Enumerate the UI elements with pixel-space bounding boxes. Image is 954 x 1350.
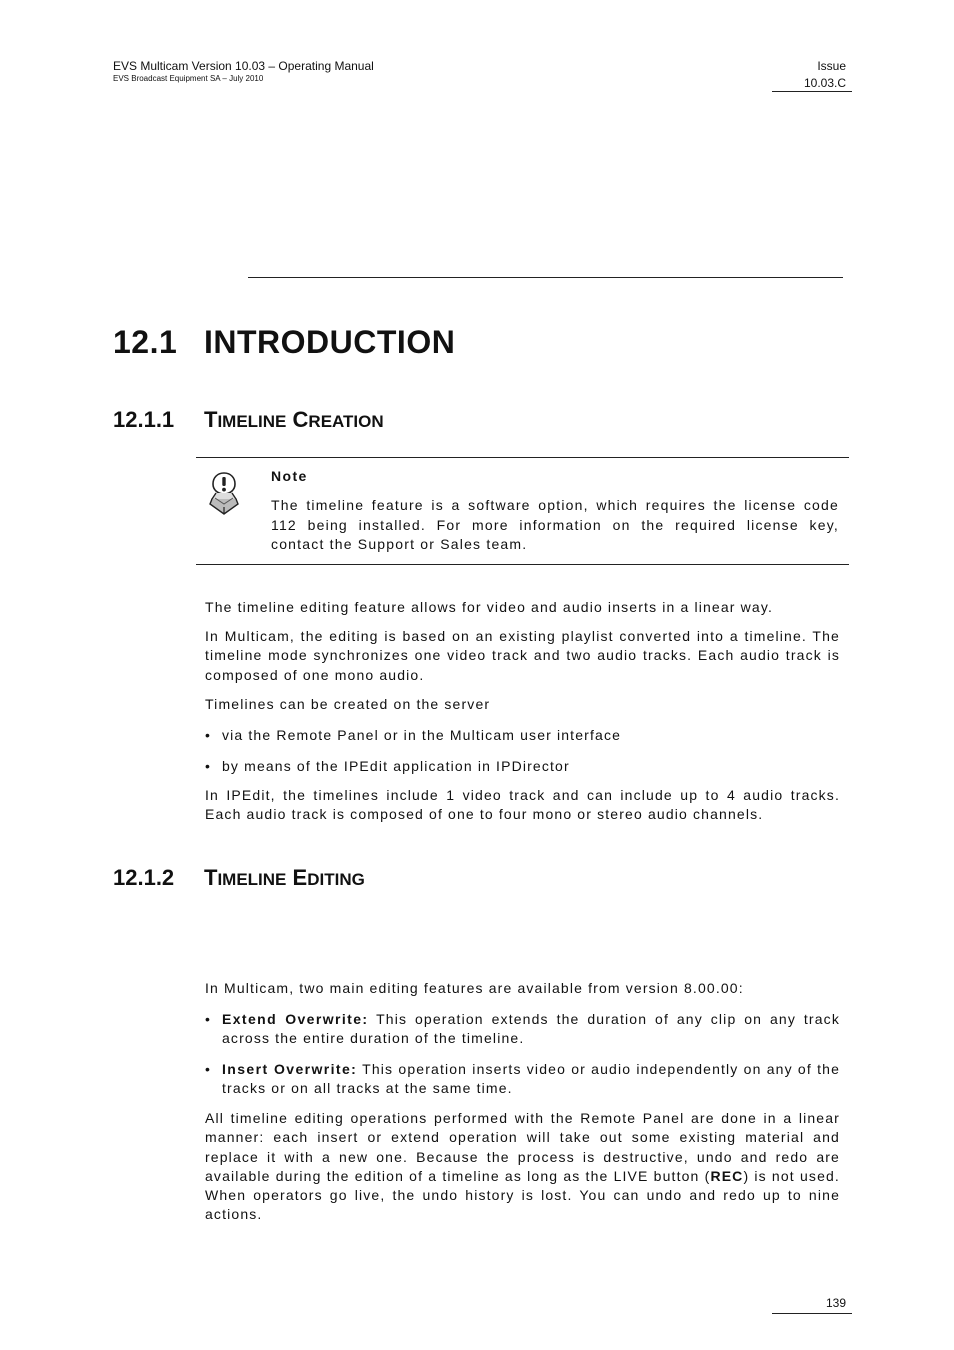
footer-rule bbox=[772, 1313, 852, 1314]
title-rest: REATION bbox=[308, 412, 384, 431]
paragraph: In IPEdit, the timelines include 1 video track and can include up to 4 audio tracks. Each audio track is composed of one to four mono or stereo audio channels. bbox=[205, 787, 840, 823]
paragraph: The timeline editing feature allows for video and audio inserts in a linear way. bbox=[205, 599, 773, 615]
section-heading bbox=[113, 324, 455, 361]
subsection-number: 12.1.2 bbox=[113, 865, 175, 890]
bullet-icon: • bbox=[205, 1061, 212, 1077]
note-heading: Note bbox=[271, 468, 308, 484]
header-title: EVS Multicam Version 10.03 – Operating Manual bbox=[113, 59, 374, 73]
term-insert-overwrite: Insert Overwrite: bbox=[222, 1061, 358, 1077]
paragraph-text: All timeline editing operations performed with the Remote Panel are done in a linear manner: each insert or extend operation will take out some existing material and replace it with a new one. Because the process is destructive, undo and redo are available during the edition of a timeline as long as the LIVE button ( bbox=[205, 1110, 840, 1184]
paragraph bbox=[205, 1109, 840, 1225]
note-text: The timeline feature is a software option, which requires the license code 112 being installed. For more information on the required license key, contact the Support or Sales team. bbox=[271, 497, 839, 552]
subsection-number: 12.1.1 bbox=[113, 407, 175, 432]
paragraph: In Multicam, two main editing features are available from version 8.00.00: bbox=[205, 980, 744, 996]
term-description: This operation extends the duration of any clip on any track across the entire duration of the timeline. bbox=[222, 1011, 840, 1047]
title-rest: DITING bbox=[307, 870, 365, 889]
chapter-rule bbox=[248, 277, 843, 278]
header-issue-label: Issue bbox=[817, 59, 846, 73]
list-item-text: by means of the IPEdit application in IPDirector bbox=[222, 758, 570, 774]
term-extend-overwrite: Extend Overwrite: bbox=[222, 1011, 369, 1027]
bullet-icon: • bbox=[205, 1011, 212, 1027]
header-subtitle: EVS Broadcast Equipment SA – July 2010 bbox=[113, 74, 264, 83]
note-rule-bottom bbox=[196, 564, 849, 565]
section-title: INTRODUCTION bbox=[204, 324, 456, 360]
list-item-text bbox=[222, 1060, 840, 1099]
paragraph-text: ) is not used. When operators go live, the undo history is lost. You can undo and redo up to nine actions. bbox=[205, 1167, 840, 1223]
list-item-text bbox=[222, 1010, 840, 1049]
subsection-heading-timeline-creation bbox=[113, 407, 384, 433]
bullet-icon: • bbox=[205, 758, 212, 774]
bullet-icon: • bbox=[205, 727, 212, 743]
subsection-heading-timeline-editing bbox=[113, 865, 365, 891]
title-rest: IMELINE bbox=[217, 870, 287, 889]
title-cap: E bbox=[292, 865, 308, 890]
paragraph: Timelines can be created on the server bbox=[205, 696, 491, 712]
header-rule bbox=[772, 91, 852, 92]
rec-button-label: REC bbox=[710, 1167, 744, 1184]
title-cap: T bbox=[204, 865, 218, 890]
header-issue-version: 10.03.C bbox=[803, 76, 846, 90]
paragraph: In Multicam, the editing is based on an existing playlist converted into a timeline. The timeline mode synchronizes one video track and two audio tracks. Each audio track is composed of one mono audio. bbox=[205, 628, 840, 683]
title-cap: C bbox=[292, 407, 309, 432]
list-item-text: via the Remote Panel or in the Multicam user interface bbox=[222, 727, 622, 743]
term-description: This operation inserts video or audio independently on any of the tracks or on all tracks at the same time. bbox=[222, 1061, 840, 1097]
note-rule-top bbox=[196, 457, 849, 458]
title-rest: IMELINE bbox=[217, 412, 287, 431]
title-cap: T bbox=[204, 407, 218, 432]
page-number: 139 bbox=[825, 1296, 846, 1310]
warning-note-icon bbox=[204, 469, 244, 517]
section-number: 12.1 bbox=[113, 324, 178, 360]
